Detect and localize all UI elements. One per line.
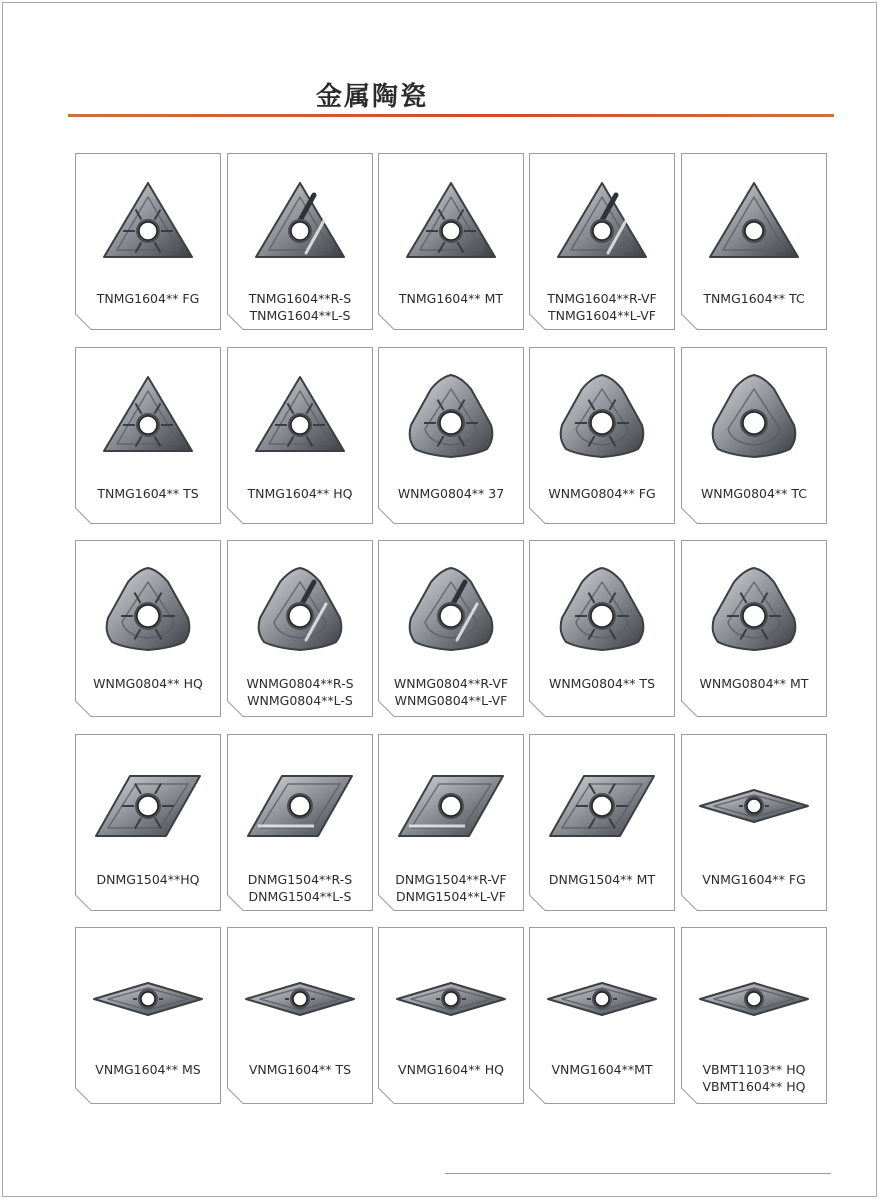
product-card — [378, 540, 524, 717]
product-card — [378, 153, 524, 330]
product-card — [227, 540, 373, 717]
insert-image — [88, 173, 208, 273]
product-code: WNMG0804**R-S — [246, 676, 354, 691]
product-code: VNMG1604** TS — [248, 1062, 352, 1077]
product-card — [529, 153, 675, 330]
product-card — [227, 347, 373, 524]
product-card — [227, 153, 373, 330]
insert-image — [88, 560, 208, 660]
insert-image — [542, 947, 662, 1047]
product-card — [75, 734, 221, 911]
product-code: WNMG0804**L-S — [247, 693, 353, 708]
insert-image — [391, 754, 511, 854]
product-code: VNMG1604** MS — [95, 1062, 201, 1077]
product-card — [378, 734, 524, 911]
insert-image — [88, 754, 208, 854]
product-code: WNMG0804** FG — [548, 486, 656, 501]
insert-image — [240, 560, 360, 660]
insert-image — [391, 173, 511, 273]
product-card — [681, 734, 827, 911]
product-code: VNMG1604** FG — [702, 872, 806, 887]
product-code: WNMG0804** MT — [699, 676, 809, 691]
product-code: WNMG0804** HQ — [93, 676, 203, 691]
product-code: DNMG1504**L-VF — [395, 889, 507, 904]
insert-image — [240, 754, 360, 854]
insert-image — [391, 947, 511, 1047]
product-card — [681, 347, 827, 524]
product-code: TNMG1604** HQ — [247, 486, 353, 501]
product-card — [529, 734, 675, 911]
product-code: WNMG0804**R-VF — [393, 676, 509, 691]
page-title: 金属陶瓷 — [316, 82, 429, 112]
insert-image — [694, 367, 814, 467]
insert-image — [88, 947, 208, 1047]
product-code: TNMG1604**L-VF — [547, 308, 657, 323]
product-code: TNMG1604** TC — [703, 291, 805, 306]
insert-image — [542, 173, 662, 273]
insert-image — [391, 560, 511, 660]
product-card — [529, 347, 675, 524]
product-code: TNMG1604**R-S — [248, 291, 352, 306]
insert-image — [88, 367, 208, 467]
product-card — [529, 540, 675, 717]
product-code: DNMG1504**R-S — [247, 872, 353, 887]
product-code: VBMT1604** HQ — [702, 1079, 806, 1094]
product-code: DNMG1504**HQ — [96, 872, 200, 887]
insert-image — [694, 754, 814, 854]
insert-image — [694, 947, 814, 1047]
footer-divider — [445, 1173, 831, 1174]
product-card — [75, 153, 221, 330]
product-code: WNMG0804** TS — [548, 676, 656, 691]
product-card — [681, 927, 827, 1104]
product-code: VBMT1103** HQ — [702, 1062, 806, 1077]
product-code: TNMG1604** MT — [398, 291, 504, 306]
insert-image — [542, 754, 662, 854]
product-card — [681, 153, 827, 330]
product-card — [75, 540, 221, 717]
insert-image — [240, 367, 360, 467]
product-card — [227, 927, 373, 1104]
insert-image — [694, 560, 814, 660]
product-card — [378, 347, 524, 524]
product-code: DNMG1504**L-S — [248, 889, 352, 904]
insert-image — [240, 947, 360, 1047]
insert-image — [542, 560, 662, 660]
product-card — [227, 734, 373, 911]
insert-image — [391, 367, 511, 467]
product-card — [75, 347, 221, 524]
product-code: WNMG0804**L-VF — [394, 693, 508, 708]
insert-image — [542, 367, 662, 467]
product-card — [529, 927, 675, 1104]
product-code: WNMG0804** 37 — [397, 486, 505, 501]
product-card — [378, 927, 524, 1104]
product-code: TNMG1604** FG — [96, 291, 200, 306]
insert-image — [694, 173, 814, 273]
product-code: TNMG1604** TS — [97, 486, 199, 501]
insert-image — [240, 173, 360, 273]
product-code: DNMG1504**R-VF — [395, 872, 507, 887]
product-code: TNMG1604**L-S — [249, 308, 351, 323]
product-card — [681, 540, 827, 717]
product-code: VNMG1604** HQ — [398, 1062, 504, 1077]
product-code: TNMG1604**R-VF — [547, 291, 657, 306]
product-code: WNMG0804** TC — [700, 486, 808, 501]
product-code: DNMG1504** MT — [548, 872, 656, 887]
product-card — [75, 927, 221, 1104]
product-code: VNMG1604**MT — [551, 1062, 653, 1077]
